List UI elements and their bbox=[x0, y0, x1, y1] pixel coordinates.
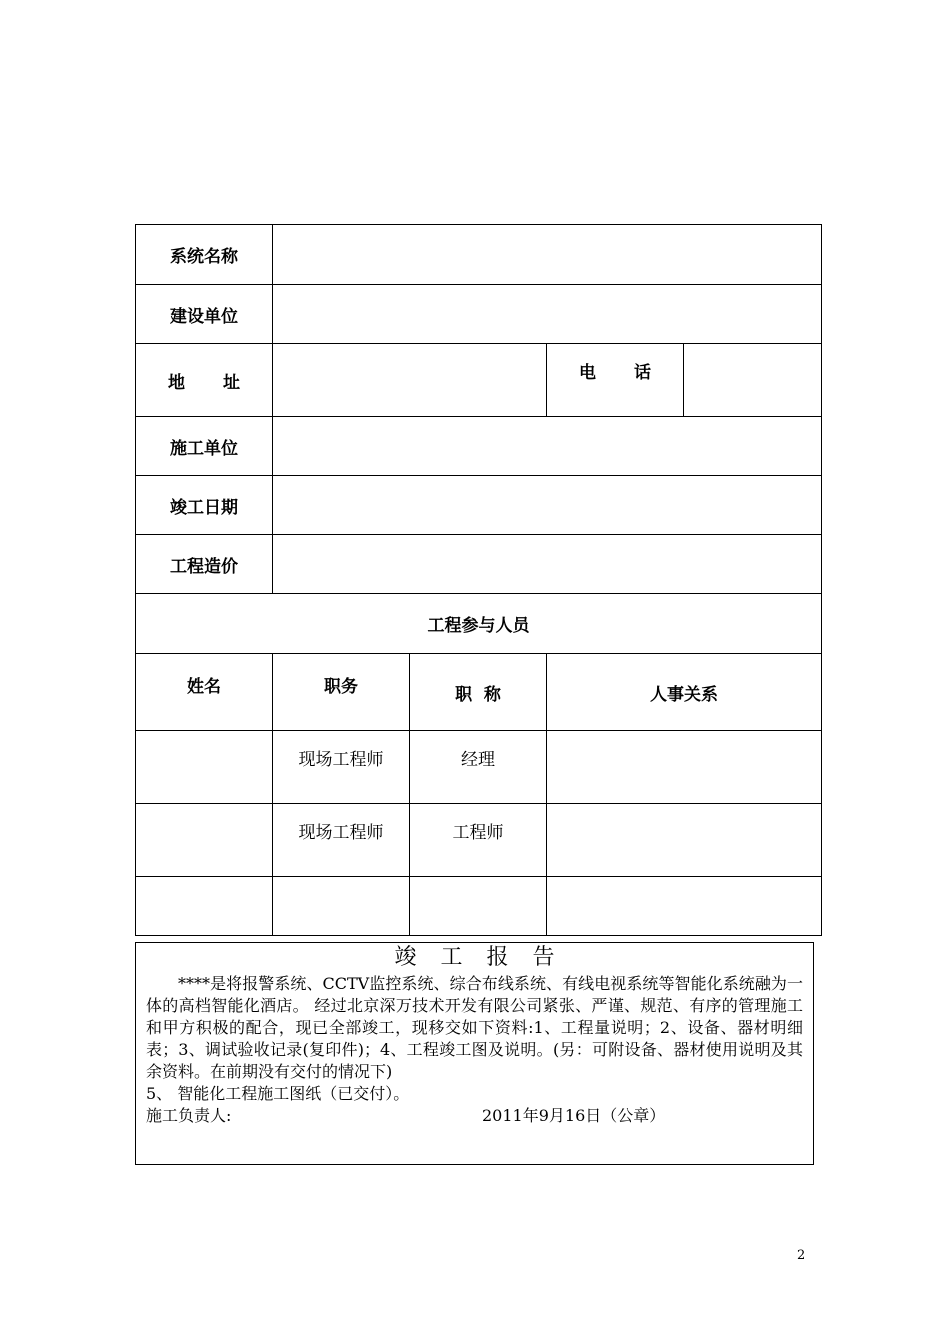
staff-relation-cell[interactable] bbox=[547, 877, 822, 936]
staff-name-cell[interactable] bbox=[136, 804, 273, 877]
page-number: 2 bbox=[797, 1248, 806, 1263]
contractor-value[interactable] bbox=[273, 417, 822, 476]
phone-value[interactable] bbox=[684, 344, 822, 417]
contractor-label: 施工单位 bbox=[136, 417, 273, 476]
header-relation: 人事关系 bbox=[547, 654, 822, 731]
report-date: 2011年9月16日（公章） bbox=[482, 1106, 666, 1125]
report-title: 竣工报告 bbox=[394, 945, 579, 970]
staff-title-cell[interactable]: 工程师 bbox=[410, 804, 547, 877]
system-name-label: 系统名称 bbox=[136, 225, 273, 285]
header-title: 职 称 bbox=[410, 654, 547, 731]
staff-duty-cell[interactable]: 现场工程师 bbox=[273, 804, 410, 877]
project-info-table bbox=[135, 224, 822, 936]
completion-date-label: 竣工日期 bbox=[136, 476, 273, 535]
header-name: 姓名 bbox=[136, 654, 273, 731]
signer-label: 施工负责人: bbox=[146, 1106, 232, 1125]
staff-duty-cell[interactable]: 现场工程师 bbox=[273, 731, 410, 804]
builder-value[interactable] bbox=[273, 285, 822, 344]
staff-relation-cell[interactable] bbox=[547, 804, 822, 877]
phone-label: 电 话 bbox=[547, 344, 684, 417]
cost-label: 工程造价 bbox=[136, 535, 273, 594]
report-paragraph: 5、 智能化工程施工图纸（已交付）。 bbox=[146, 1084, 410, 1103]
staff-name-cell[interactable] bbox=[136, 877, 273, 936]
staff-title-cell[interactable] bbox=[410, 877, 547, 936]
staff-name-cell[interactable] bbox=[136, 731, 273, 804]
completion-report-box bbox=[135, 942, 814, 1165]
report-signoff bbox=[146, 1105, 803, 1127]
report-paragraph: ****是将报警系统、CCTV监控系统、综合布线系统、有线电视系统等智能化系统融为一体的高档智能化酒店。 经过北京深万技术开发有限公司紧张、严谨、规范、有序的管理施工和甲方积极的配合，现已全部竣工，现移交如下资料:1、工程量说明；2、设备、器材明细表；3、调试验收记录(复印件)；4、工程竣工图及说明。(另：可附设备、器材使用说明及其余资料。在前期没有交付的情况下) bbox=[146, 974, 803, 1081]
report-body bbox=[146, 973, 803, 1105]
staff-row bbox=[136, 731, 822, 804]
completion-date-value[interactable] bbox=[273, 476, 822, 535]
staff-row bbox=[136, 877, 822, 936]
address-value[interactable] bbox=[273, 344, 547, 417]
cost-value[interactable] bbox=[273, 535, 822, 594]
staff-row bbox=[136, 804, 822, 877]
address-label: 地 址 bbox=[136, 344, 273, 417]
header-duty: 职务 bbox=[273, 654, 410, 731]
staff-title-cell[interactable]: 经理 bbox=[410, 731, 547, 804]
staff-duty-cell[interactable] bbox=[273, 877, 410, 936]
builder-label: 建设单位 bbox=[136, 285, 273, 344]
staff-relation-cell[interactable] bbox=[547, 731, 822, 804]
staff-section-title: 工程参与人员 bbox=[136, 594, 822, 654]
system-name-value[interactable] bbox=[273, 225, 822, 285]
